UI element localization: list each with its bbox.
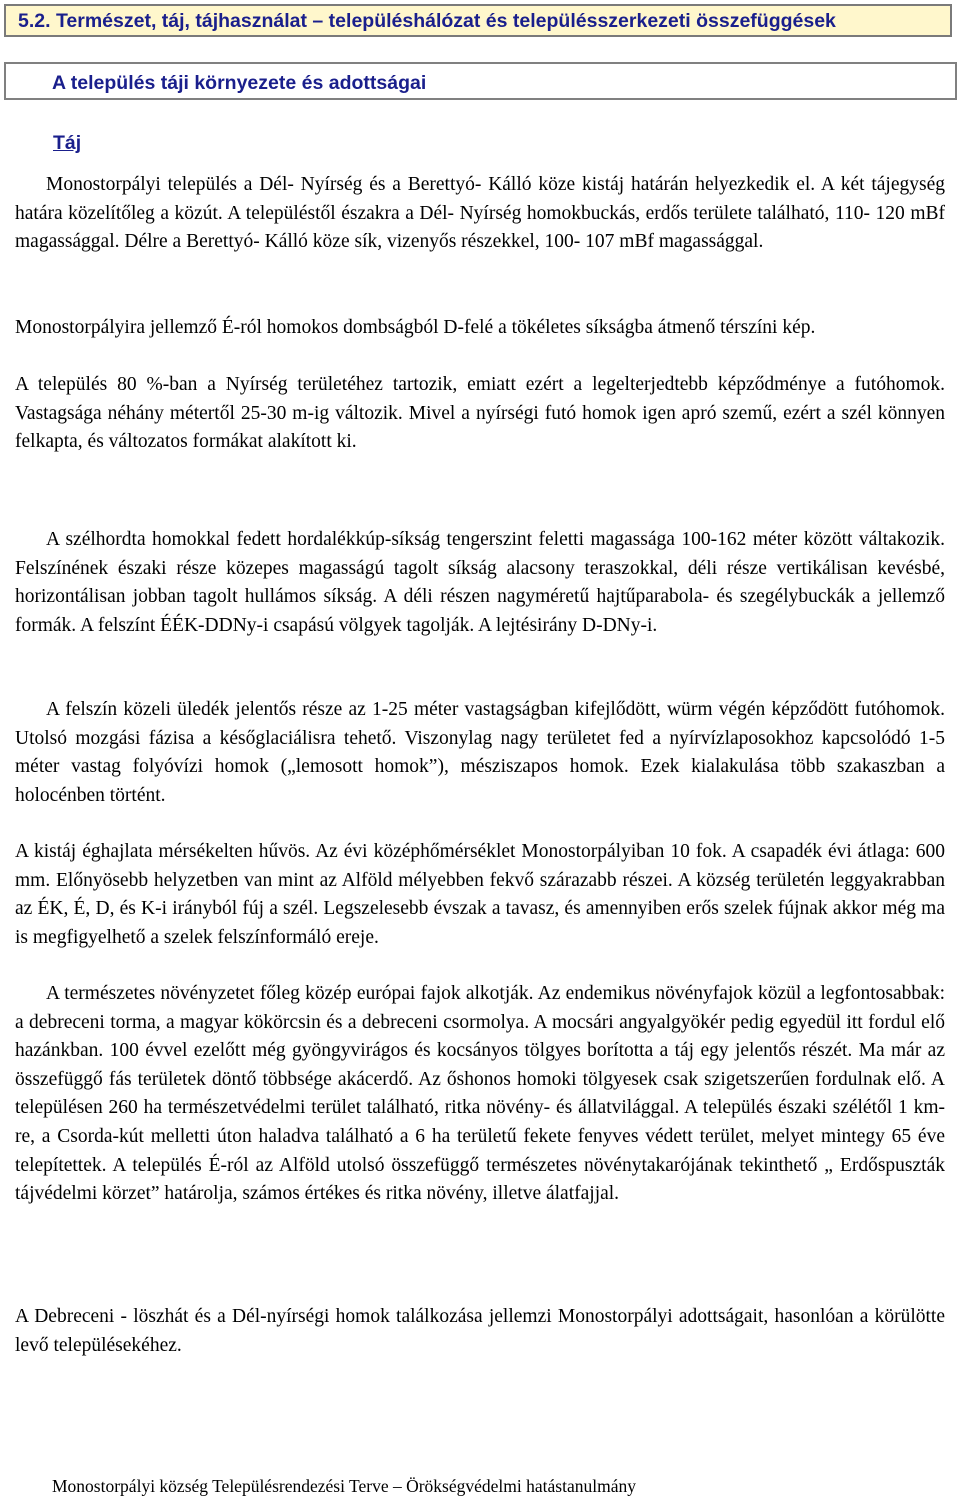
paragraph-summary: A Debreceni - löszhát és a Dél-nyírségi homok találkozása jellemzi Monostorpályi adottságait, hasonlóan a körülötte levő településekéhez. (15, 1306, 945, 1356)
subsection-header (4, 62, 957, 100)
page-footer: Monostorpályi község Településrendezési Terve – Örökségvédelmi hatástanulmány (52, 1476, 636, 1496)
subsection-title: A település táji környezete és adottságai (52, 72, 427, 94)
section-title: 5.2. Természet, táj, tájhasználat – településhálózat és településszerkezeti összefüggések (18, 10, 836, 32)
paragraph-elevation: A szélhordta homokkal fedett hordalékkúp-síkság tengerszint feletti magassága 100-162 méter között váltakozik. Felszínének északi része közepes magasságú tagolt síkság alacsony teraszokkal, déli része vertikálisan kevésbé, horizontálisan jobban tagolt hullámos síkság. A déli részen nagyméretű hajtűparabola- és szegélybuckák a jellemző formák. A felszínt ÉÉK-DDNy-i csapású völgyek tagolják. A lejtésirány D-DNy-i. (15, 529, 945, 636)
paragraph-sand: A település 80 %-ban a Nyírség területéhez tartozik, emiatt ezért a legelterjedtebb képződménye a futóhomok. Vastagsága néhány métertől 25-30 m-ig változik. Mivel a nyírségi futó homok igen apró szemű, ezért a szél könnyen felkapta, és változatos formákat alakított ki. (15, 374, 945, 453)
paragraph-sediment: A felszín közeli üledék jelentős része az 1-25 méter vastagságban kifejlődött, würm végén képződött futóhomok. Utolsó mozgási fázisa a későglaciálisra tehető. Viszonylag nagy területet fed a nyírvízlaposokhoz kapcsolódó 1-5 méter vastag folyóvízi homok („lemosott homok”), mésziszapos homok. Ezek kialakulása több szakaszban a holocénben történt. (15, 699, 945, 806)
paragraph-vegetation: A természetes növényzetet főleg közép európai fajok alkotják. Az endemikus növényfajok közül a legfontosabbak: a debreceni torma, a magyar kökörcsin és a debreceni csormolya. A mocsári angyalgyökér pedig egyedül itt fordul elő hazánkban. 100 évvel ezelőtt még gyöngyvirágos és kocsányos tölgyes borította a táj egy jelentős részét. Ma már az összefüggő fás területek döntő többsége akácerdő. Az őshonos homoki tölgyesek csak szigetszerűen fordulnak elő. A településen 260 ha természetvédelmi terület található, ritka növény- és állatvilággal. A település északi szélétől 1 km-re, a Csorda-kút melletti úton haladva található a 6 ha területű fekete fenyves védett terület, melyet mintegy 65 éve telepítettek. A település É-ról az Alföld utolsó összefüggő természetes növénytakarójának tekinthető „ Erdőspuszták tájvédelmi körzet” határolja, számos értékes és ritka növény, illetve álatfajjal. (15, 983, 945, 1205)
heading-taj: Táj (53, 132, 82, 154)
paragraph-relief: Monostorpályira jellemző É-ról homokos dombságból D-felé a tökéletes síkságba átmenő térszíni kép. (15, 317, 816, 338)
paragraph-climate: A kistáj éghajlata mérsékelten hűvös. Az évi középhőmérséklet Monostorpályiban 10 fok. A csapadék évi átlaga: 600 mm. Előnyösebb helyzetben van mint az Alföld mélyebben fekvő szárazabb részei. A község területén leggyakrabban az ÉK, É, D, és K-i irányból fúj a szél. Legszelesebb évszak a tavasz, és amennyiben erős szelek fújnak akkor még ma is megfigyelhető a szelek felszínformáló ereje. (15, 841, 945, 948)
paragraph-location: Monostorpályi település a Dél- Nyírség és a Berettyó- Kálló köze kistáj határán helyezkedik el. A két tájegység határa közelítőleg a közút. A településtől északra a Dél- Nyírség homokbuckás, erdős területe található, 110- 120 mBf magassággal. Délre a Berettyó- Kálló köze sík, vizenyős részekkel, 100- 107 mBf magassággal. (15, 174, 945, 253)
section-header (4, 4, 952, 37)
